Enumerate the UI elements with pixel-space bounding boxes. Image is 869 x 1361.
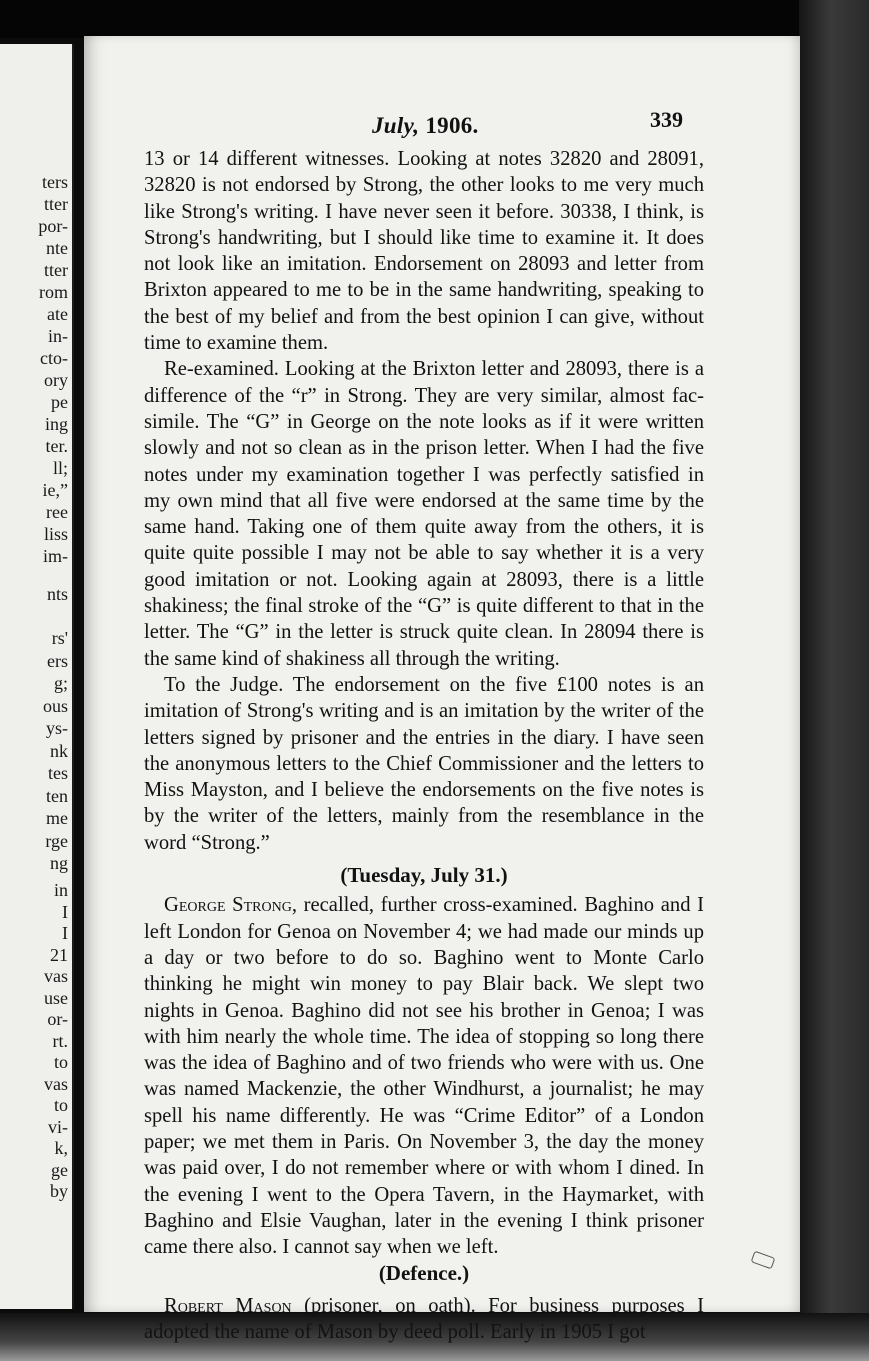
- paragraph: Re-examined. Looking at the Brixton letter and 28093, there is a difference of the “r” in Strong. They are very similar, almost fac-simile. The “G” in George on the note looks as if it were written slowly and not so clean as in the prison letter. When I had the five notes under my examination together I was perfectly satisfied in my own mind that all five were endorsed at the same time by the same hand. Taking one of them quite away from the others, it is quite quite possible I may not be able to say whether it is a very good imitation or not. Looking again at 28093, there is a little shakiness; the final stroke of the “G” is quite different to that in the letter. The “G” in the letter is struck quite clean. In 28094 there is the same kind of shakiness all through the writing.: [144, 358, 704, 670]
- facing-page-text-fragment: tter: [44, 260, 68, 280]
- facing-page-text-fragment: ys-: [46, 718, 68, 738]
- facing-page-text-fragment: me: [46, 808, 68, 828]
- facing-page-text-fragment: liss: [43, 524, 68, 544]
- facing-page-text-fragment: ge: [51, 1159, 68, 1180]
- running-header-date: [372, 113, 479, 139]
- facing-page-text-fragment: ers: [47, 650, 68, 671]
- facing-page-text-fragment: vas: [44, 1073, 68, 1094]
- facing-page-text-fragment: ory: [44, 370, 68, 390]
- facing-page-text-fragment: or-: [47, 1009, 68, 1029]
- paragraph: 13 or 14 different witnesses. Looking at notes 32820 and 28091, 32820 is not endorsed by Strong, the other looks to me very much like Strong's writing. I have never seen it before. 30338, I think, is Strong's handwriting, but I should like time to examine it. It does not look like an imitation. Endorsement on 28093 and letter from Brixton appeared to me to be in the same handwriting, speaking to the best of my belief and from the best opinion I can give, without time to examine them.: [144, 148, 704, 355]
- scan-right-border: [799, 0, 869, 1361]
- facing-page-text-fragment: ate: [47, 304, 68, 324]
- facing-page-text-fragment: im-: [43, 546, 68, 566]
- facing-page-text-fragment: ten: [46, 785, 68, 806]
- facing-page-text-fragment: in-: [48, 326, 68, 346]
- page-number: 339: [650, 107, 683, 132]
- section-heading-date: (Tuesday, July 31.): [340, 863, 508, 888]
- facing-page-text-fragment: rs': [51, 628, 68, 648]
- facing-page-text-fragment: I: [62, 901, 68, 922]
- facing-page-text-fragment: rom: [39, 282, 68, 302]
- facing-page-text-fragment: I: [62, 923, 68, 943]
- facing-page-text-fragment: in: [53, 880, 68, 900]
- facing-page-text-fragment: use: [44, 987, 68, 1008]
- facing-page-text-fragment: ree: [46, 502, 68, 522]
- facing-page-text-fragment: to: [53, 1052, 68, 1072]
- facing-page-text-fragment: ous: [42, 695, 68, 716]
- facing-page-text-fragment: 21: [50, 944, 68, 965]
- header-month: July,: [372, 113, 420, 138]
- facing-page-text-fragment: tes: [48, 763, 68, 783]
- paragraph-text: recalled, further cross-examined. Baghino and I left London for Genoa on November 4; we had made our minds up a day or two before to do so. Baghino went to Monte Carlo thinking he might win money to pay Blair back. We slept two nights in Genoa. Baghino did not see his brother in Genoa; I was with him nearly the whole time. The idea of stopping so long there was the idea of Baghino and of two friends who were with us. One was named Mackenzie, the other Windhurst, a journalist; he may spell his name differently. He was “Crime Editor” of a London paper; we met them in Paris. On November 3, the day the money was paid over, I do not remember where or with whom I dined. In the evening I went to the Opera Tavern, in the Haymarket, with Baghino and Elsie Vaughan, later in the evening I think prisoner came there also. I cannot say when we left.: [144, 894, 704, 1259]
- facing-page-text-fragment: nte: [46, 238, 68, 258]
- facing-page-left: [0, 44, 74, 1309]
- facing-page-text-fragment: tter: [44, 194, 68, 214]
- header-year: 1906.: [425, 113, 479, 138]
- scan-top-border: [0, 0, 869, 38]
- facing-page-text-fragment: ng: [50, 853, 68, 873]
- facing-page-text-fragment: rt.: [52, 1030, 68, 1051]
- facing-page-text-fragment: g;: [53, 673, 68, 693]
- facing-page-text-fragment: vas: [44, 966, 68, 986]
- paragraph: [144, 1293, 704, 1346]
- facing-page-text-fragment: ll;: [52, 458, 68, 478]
- paragraph-text: (prisoner, on oath). For business purposes I adopted the name of Mason by deed poll. Early in 1905 I got: [144, 1294, 704, 1344]
- facing-page-text-fragment: rge: [45, 830, 68, 851]
- facing-page-text-fragment: by: [50, 1181, 68, 1201]
- paragraph: To the Judge. The endorsement on the five £100 notes is an imitation of Strong's writing and is an imitation by the writer of the letters signed by prisoner and the entries in the diary. I have seen the anonymous letters to the Chief Commissioner and the letters to Miss Mayston, and I believe the endorsements on the five notes is by the writer of the letters, mainly from the resemblance in the word “Strong.”: [144, 673, 704, 854]
- facing-page-text-fragment: ie,”: [42, 480, 68, 500]
- facing-page-text-fragment: k,: [54, 1138, 68, 1158]
- facing-page-text-fragment: nk: [50, 740, 68, 761]
- facing-page-text-fragment: ing: [44, 414, 68, 434]
- witness-name: George Strong,: [164, 894, 298, 917]
- facing-page-text-fragment: nts: [46, 584, 68, 604]
- facing-page-text-fragment: ter.: [45, 436, 68, 456]
- facing-page-text-fragment: ters: [42, 172, 68, 192]
- facing-page-text-fragment: por-: [38, 216, 68, 236]
- section-heading-defence: (Defence.): [378, 1261, 470, 1286]
- page-corner-mark: [751, 1251, 776, 1270]
- book-page: [84, 36, 800, 1344]
- paragraph: [144, 892, 704, 1260]
- facing-page-text-fragment: vi-: [48, 1116, 68, 1137]
- facing-page-text-fragment: cto-: [40, 348, 68, 368]
- page-body: [144, 146, 704, 1345]
- witness-name: Robert Mason: [164, 1294, 292, 1317]
- facing-page-text-fragment: pe: [51, 392, 68, 412]
- facing-page-text-fragment: to: [53, 1095, 68, 1115]
